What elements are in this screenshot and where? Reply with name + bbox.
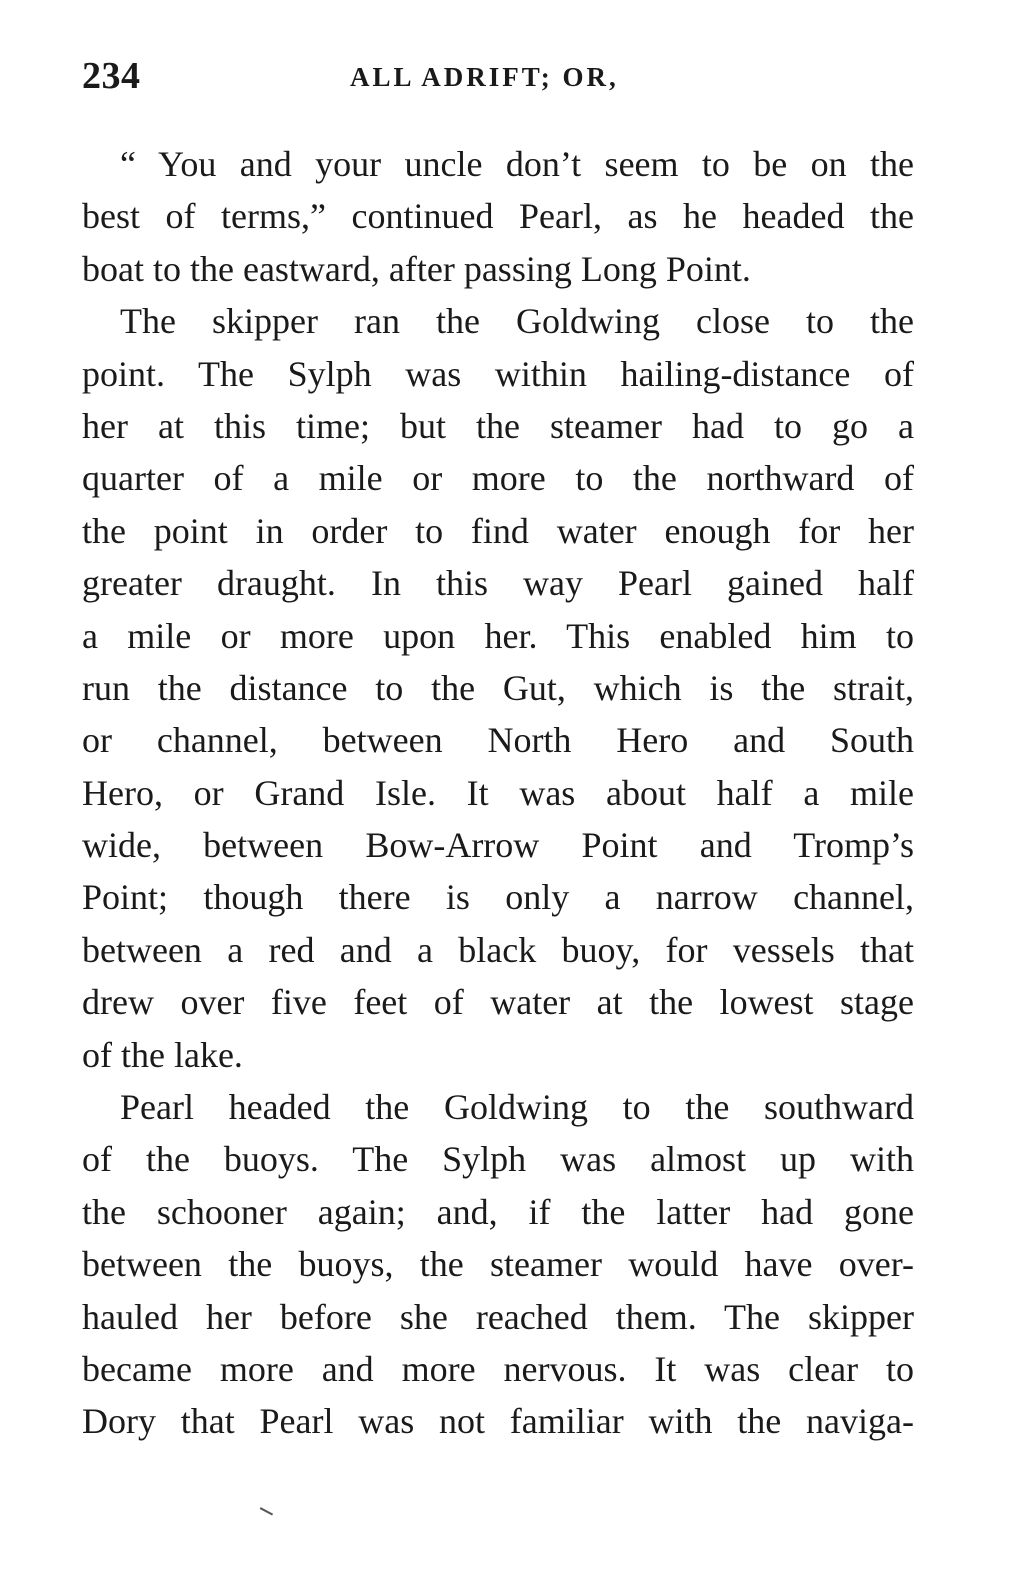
text-line: run the distance to the Gut, which is the strait, (82, 667, 914, 708)
text-line: became more and more nervous. It was clear to (82, 1348, 914, 1389)
page-number: 234 (82, 55, 141, 97)
text-line: point. The Sylph was within hailing-distance of (82, 353, 914, 394)
text-line: of the buoys. The Sylph was almost up with (82, 1139, 914, 1180)
text-line: the schooner again; and, if the latter had gone (82, 1191, 914, 1232)
text-line: or channel, between North Hero and South (82, 720, 914, 761)
text-line: boat to the eastward, after passing Long Point. (82, 248, 751, 289)
page-header (82, 54, 918, 104)
text-line: Dory that Pearl was not familiar with the naviga- (82, 1401, 914, 1442)
text-line: a mile or more upon her. This enabled him to (82, 615, 914, 656)
text-line: wide, between Bow-Arrow Point and Tromp’s (82, 825, 914, 866)
text-line: between a red and a black buoy, for vessels that (82, 929, 914, 970)
text-line: the point in order to find water enough for her (82, 510, 914, 551)
text-line: her at this time; but the steamer had to go a (82, 405, 914, 446)
text-line: Hero, or Grand Isle. It was about half a mile (82, 772, 914, 813)
running-title: ALL ADRIFT; OR, (350, 62, 619, 92)
text-line: The skipper ran the Goldwing close to the (120, 301, 914, 342)
text-line: hauled her before she reached them. The skipper (82, 1296, 914, 1337)
text-line: best of terms,” continued Pearl, as he headed the (82, 196, 914, 237)
text-line: between the buoys, the steamer would have over- (82, 1244, 914, 1285)
body-text (82, 138, 914, 1448)
text-line: drew over five feet of water at the lowest stage (82, 982, 914, 1023)
print-speck (257, 1507, 273, 1521)
text-line: quarter of a mile or more to the northward of (82, 458, 914, 499)
text-line: greater draught. In this way Pearl gained half (82, 563, 914, 604)
text-line: Point; though there is only a narrow channel, (82, 877, 914, 918)
text-line: of the lake. (82, 1034, 243, 1075)
text-line: Pearl headed the Goldwing to the southward (120, 1087, 914, 1128)
text-line: “ You and your uncle don’t seem to be on the (120, 144, 914, 184)
